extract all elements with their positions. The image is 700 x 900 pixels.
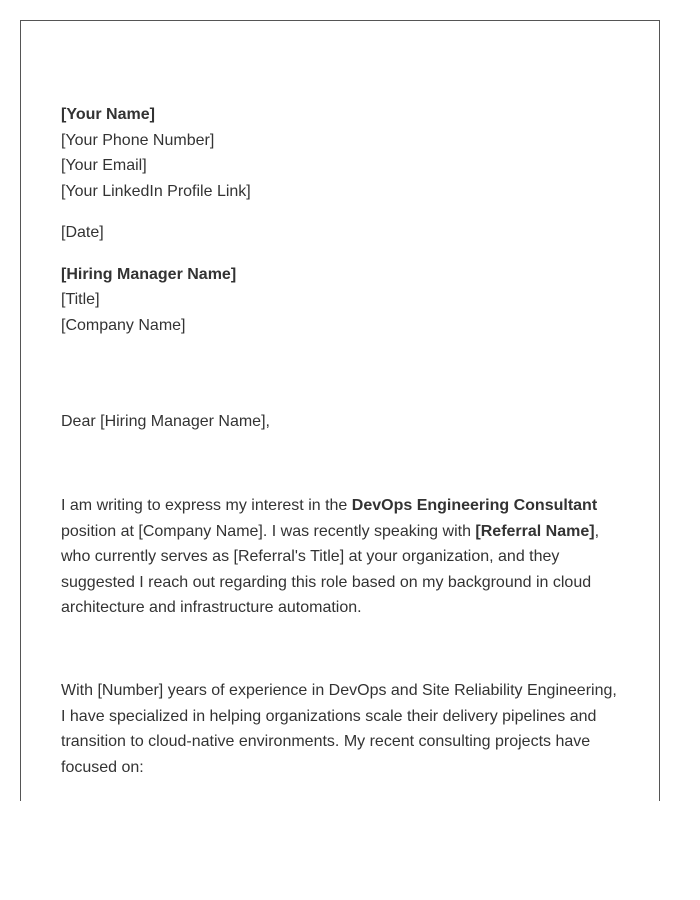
paragraph-line: With [Number] years of experience in DevOps and Site Reliability Engineering, [61,682,617,699]
text-run: I am writing to express my interest in the [61,497,352,514]
recipient-title: [Title] [61,291,100,308]
paragraph-line: I have specialized in helping organizations scale their delivery pipelines and [61,707,597,725]
paragraph-line: transition to cloud-native environments. My recent consulting projects have [61,733,591,751]
referral-name: [Referral Name] [475,522,595,540]
role-title: DevOps Engineering Consultant [351,497,598,514]
sender-linkedin: [Your LinkedIn Profile Link] [61,182,251,200]
sender-phone: [Your Phone Number] [61,131,215,149]
letter-header [61,102,626,338]
paragraph-line: focused on: [61,758,144,776]
salutation: Dear [Hiring Manager Name], [61,413,270,430]
paragraph-line [61,519,631,545]
letter-page [20,20,660,801]
paragraph-intro [61,493,631,621]
sender-email: [Your Email] [61,157,147,174]
text-run: position at [Company Name]. I was recently speaking with [61,522,476,540]
paragraph-line: who currently serves as [Referral's Title] at your organization, and they [61,548,560,566]
paragraph-line: architecture and infrastructure automation. [61,599,362,617]
paragraph-experience [61,678,631,780]
paragraph-line [61,493,631,519]
text-run: , [594,522,600,540]
recipient-company: [Company Name] [61,316,186,334]
recipient-name: [Hiring Manager Name] [61,265,237,283]
sender-name: [Your Name] [61,106,155,123]
letter-date: [Date] [61,224,104,241]
paragraph-line: suggested I reach out regarding this role based on my background in cloud [61,573,592,591]
